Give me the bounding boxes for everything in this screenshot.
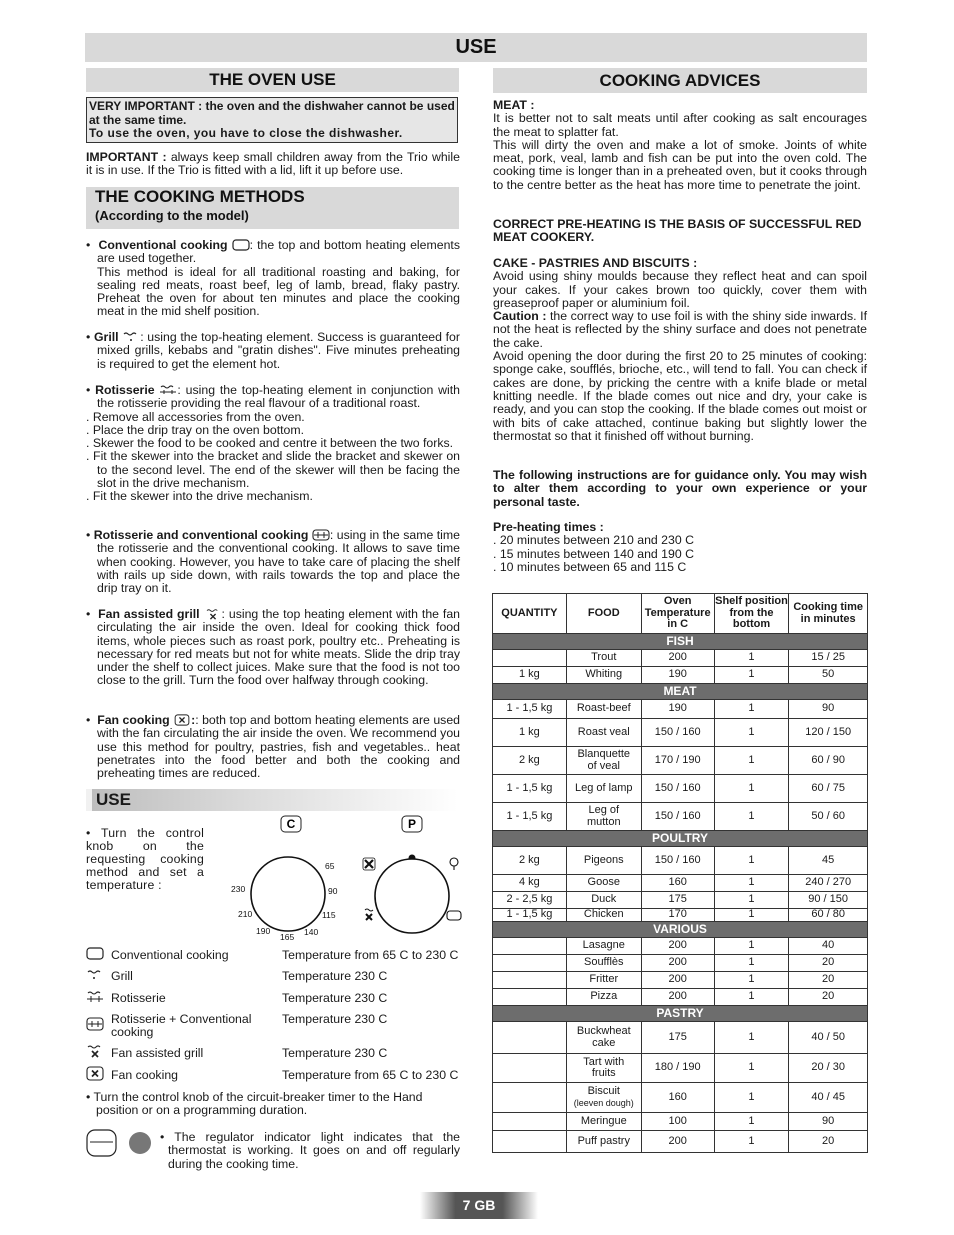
table-cell: 200 (641, 989, 714, 1006)
legend-row (86, 1066, 486, 1086)
warning-line-1: VERY IMPORTANT : the oven and the dishwaher cannot be used at the same time. (89, 99, 455, 127)
table-cell: 1 (714, 803, 789, 831)
table-cell: 90 (789, 1113, 868, 1131)
table-cell: 160 (641, 875, 714, 892)
table-cell (566, 1083, 641, 1113)
table-cell: 1 (714, 1131, 789, 1153)
table-cell: Leg of lamp (566, 775, 641, 803)
table-cell: 200 (641, 1131, 714, 1153)
legend-row (86, 967, 486, 987)
table-cell: 1 (714, 972, 789, 989)
table-row (493, 1083, 868, 1113)
table-cell: 20 (789, 1131, 868, 1153)
fan-grill-label: Fan assisted grill (98, 607, 200, 621)
grill-icon (122, 331, 140, 343)
rotisserie-step: . Remove all accessories from the oven. (86, 409, 305, 424)
timer-note: • Turn the control knob of the circuit-breaker timer to the Hand position or on a programming duration. (86, 1090, 423, 1118)
legend-temp: Temperature 230 C (282, 969, 388, 983)
table-cell: 40 (789, 938, 868, 955)
cooking-table (492, 593, 868, 1153)
table-cell (493, 938, 567, 955)
table-cell: Lasagne (566, 938, 641, 955)
table-cell (493, 1131, 567, 1153)
table-section-label: FISH (493, 634, 868, 650)
table-row (493, 650, 868, 667)
table-cell: 175 (641, 892, 714, 909)
methods-subtitle: (According to the model) (95, 208, 249, 223)
table-cell: 2 - 2,5 kg (493, 892, 567, 909)
fan-cooking-text: : both top and bottom heating elements are used with the fan circulating the air inside the oven. We recommend you use this method for poultry, pastries, fish and vegetables.. heat penetrates into the food better and both the cooking and preheating times are reduced. (97, 713, 461, 781)
table-cell: 4 kg (493, 875, 567, 892)
cake-text: Avoid using shiny moulds because they reflect heat and can spoil your cakes. If your cakes brown too quickly, cover them with greaseproof paper or aluminium foil. (493, 269, 867, 310)
table-cell: 60 / 75 (789, 775, 868, 803)
cooking-advices-heading: COOKING ADVICES (493, 68, 867, 93)
conventional-text: : the top and bottom heating elements are used together. (97, 238, 460, 266)
knob-temp: 210 (238, 909, 253, 919)
table-cell: 40 / 50 (789, 1022, 868, 1054)
table-cell: 60 / 90 (789, 747, 868, 775)
table-cell: 1 (714, 700, 789, 719)
table-cell: 1 (714, 1022, 789, 1054)
table-cell: 200 (641, 972, 714, 989)
table-cell: 1 - 1,5 kg (493, 775, 567, 803)
knob-p[interactable] (363, 816, 461, 933)
table-cell: 1 (714, 747, 789, 775)
table-section-label: PASTRY (493, 1006, 868, 1022)
cake-text-2: Avoid opening the door during the first 20 to 25 minutes of cooking: sponge cake, soufflés, brioche, etc., will tend to fall. You can check if cakes are done, by pricking the centre with a knife blade or metal knitting needle. If the blade comes out nice and dry, your cake is ready, and you can stop the cooking. If the blade comes out moist or with bits of cake attached, continue baking but slightly lower the thermostat so that it finished off without burning. (493, 349, 867, 443)
cake-label: CAKE - PASTRIES AND BISCUITS : (493, 256, 698, 270)
indicator-light-icon (129, 1132, 151, 1154)
grill-label: Grill (93, 330, 119, 344)
conventional-text-2: This method is ideal for all traditional roasting and baking, for sealing red meats, roast beef, leg of lamb, bread, flaky pastry. Preheat the oven for about ten minutes and place the cooking meat in the mid shelf position. (97, 264, 460, 319)
knob-temp: 140 (304, 927, 319, 937)
legend-name: Fan assisted grill (111, 1046, 204, 1060)
table-cell: 1 (714, 909, 789, 922)
rotisserie-conventional-icon (86, 1016, 104, 1032)
fan-grill-icon (204, 608, 222, 620)
warning-line-2: To use the oven, you have to close the dishwasher. (89, 126, 403, 140)
table-cell: 1 (714, 1083, 789, 1113)
table-cell: Leg of mutton (566, 803, 641, 831)
fan-cooking-icon (173, 714, 191, 726)
indicator-light-diagram (86, 1127, 156, 1161)
table-cell: 90 (789, 700, 868, 719)
legend-row (86, 989, 486, 1009)
conventional-icon (232, 239, 250, 251)
knob-temp: 65 (325, 861, 335, 871)
table-row (493, 775, 868, 803)
table-section-row (493, 922, 868, 938)
table-row (493, 747, 868, 775)
rotisserie-conventional-icon (312, 529, 330, 541)
indicator-note: • The regulator indicator light indicates that the thermostat is working. It goes on and off regularly during the cooking time. (160, 1130, 460, 1171)
table-cell: 1 (714, 847, 789, 875)
legend-name: Fan cooking (111, 1068, 178, 1082)
table-row (493, 667, 868, 684)
table-cell: Whiting (566, 667, 641, 684)
legend-row (86, 946, 486, 966)
meat-text: It is better not to salt meats until after cooking as salt encourages the meat to splatter fat. (493, 111, 867, 139)
table-cell: Roast-beef (566, 700, 641, 719)
table-cell: 1 (714, 719, 789, 747)
table-row (493, 972, 868, 989)
table-cell: Fritter (566, 972, 641, 989)
legend-name: Rotisserie + Conventional cooking (111, 1012, 252, 1040)
table-row (493, 700, 868, 719)
table-cell: Buckwheat cake (566, 1022, 641, 1054)
lamp-icon (450, 858, 458, 866)
legend-temp: Temperature 230 C (282, 1046, 388, 1060)
table-cell: 1 - 1,5 kg (493, 700, 567, 719)
table-cell: 1 (714, 775, 789, 803)
legend-name: Rotisserie (111, 991, 166, 1005)
indicator-housing-icon (87, 1130, 116, 1156)
header-food: FOOD (566, 594, 641, 634)
table-cell: Duck (566, 892, 641, 909)
preheat-times-label: Pre-heating times : (493, 520, 604, 534)
preheat-time: . 15 minutes between 140 and 190 C (493, 546, 694, 561)
rotisserie-label: Rotisserie (95, 383, 155, 397)
table-row (493, 875, 868, 892)
grill-icon (86, 967, 104, 983)
table-cell: Pigeons (566, 847, 641, 875)
knob-instruction: • Turn the control knob on the requesting cooking method and set a temperature : (86, 826, 204, 892)
table-cell: 200 (641, 955, 714, 972)
table-cell: 1 - 1,5 kg (493, 909, 567, 922)
method-fan-grill: • Fan assisted grill : using the top heating element with the fan circulating the air inside the oven. Ideal for cooking thick food items, whole pieces such as roast pork, poultry etc.. Preheating is necessary for red meats but not for white meats. Slide the drip tray under the shelf to collect juices. Make sure that the food is not too close to the grill. Turn the food over halfway through cooking. (86, 607, 461, 688)
table-cell: 190 (641, 667, 714, 684)
table-cell: 240 / 270 (789, 875, 868, 892)
caution-label: Caution : (493, 309, 547, 324)
table-cell: 40 / 45 (789, 1083, 868, 1113)
rot-conv-label: Rotisserie and conventional cooking (93, 528, 309, 542)
legend-temp: Temperature 230 C (282, 1012, 388, 1026)
table-cell: 20 / 30 (789, 1054, 868, 1083)
table-cell: 180 / 190 (641, 1054, 714, 1083)
table-section-row (493, 684, 868, 700)
table-cell: 170 / 190 (641, 747, 714, 775)
method-rotisserie: • Rotisserie : using the top-heating element in conjunction with the rotisserie providing the real flavour of a traditional roast. . Remove all accessories from the oven. . Place the drip tray on the oven bottom. . Skewer the food to be cooked and centre it between the two forks. . Fit the skewer into the bracket and slide the bracket and skewer on to the second level. The end of the skewer will then be facing the slot in the drive mechanism. . Fit the skewer into the drive mechanism. (86, 383, 460, 504)
table-section-label: VARIOUS (493, 922, 868, 938)
table-cell: 1 (714, 955, 789, 972)
table-cell: 200 (641, 650, 714, 667)
knob-temp: 115 (322, 910, 336, 920)
table-row (493, 955, 868, 972)
methods-title: THE COOKING METHODS (95, 187, 305, 206)
preheating-times (493, 521, 867, 574)
knob-p-dial (375, 859, 449, 933)
page-number: 7 GB (420, 1192, 538, 1219)
fan-grill-icon (365, 909, 373, 911)
table-cell: Blanquette of veal (566, 747, 641, 775)
method-conventional: • Conventional cooking : the top and bottom heating elements are used together. This method is ideal for all traditional roasting and baking, for sealing red meats, roast beef, leg of lamb, bread, flaky pastry. Preheat the oven for about ten minutes and place the cooking meat in the mid shelf position. (86, 238, 460, 319)
legend-name: Conventional cooking (111, 948, 229, 962)
table-row (493, 1131, 868, 1153)
table-cell: 20 (789, 989, 868, 1006)
fan-grill-icon (86, 1044, 104, 1060)
table-cell: 150 / 160 (641, 847, 714, 875)
table-cell: 120 / 150 (789, 719, 868, 747)
table-cell: Trout (566, 650, 641, 667)
page-title: USE (85, 33, 867, 62)
knob-temp: 165 (280, 932, 295, 942)
caution-text: the correct way to use foil is with the shiny side inwards. If not the heat is reflected by the shiny surface and does not penetrate the cake. (493, 309, 867, 350)
use-title: USE (96, 790, 131, 809)
rotisserie-step: . Place the drip tray on the oven bottom. (86, 422, 305, 437)
table-cell: 1 - 1,5 kg (493, 803, 567, 831)
table-cell: Goose (566, 875, 641, 892)
table-cell: 2 kg (493, 747, 567, 775)
knob-c[interactable] (231, 816, 340, 942)
legend-temp: Temperature 230 C (282, 991, 388, 1005)
table-cell (493, 989, 567, 1006)
table-cell: 170 (641, 909, 714, 922)
legend-row (86, 1010, 486, 1040)
table-row (493, 1054, 868, 1083)
preheat-bold-note: CORRECT PRE-HEATING IS THE BASIS OF SUCCESSFUL RED MEAT COOKERY. (493, 217, 862, 245)
food-name: Biscuit (587, 1085, 620, 1097)
table-cell: 1 (714, 989, 789, 1006)
table-cell: 1 (714, 892, 789, 909)
rotisserie-step: . Skewer the food to be cooked and centre it between the two forks. (86, 436, 454, 451)
table-cell: 1 kg (493, 719, 567, 747)
table-cell: Roast veal (566, 719, 641, 747)
legend-row (86, 1044, 486, 1064)
knob-temp: 230 (231, 884, 246, 894)
table-cell (493, 1054, 567, 1083)
rotisserie-icon (86, 989, 104, 1005)
fan-cooking-icon (365, 860, 373, 868)
header-quantity: QUANTITY (493, 594, 567, 634)
food-note: (leeven dough) (573, 1097, 634, 1108)
table-cell: Puff pastry (566, 1131, 641, 1153)
fan-cooking-label: Fan cooking (97, 713, 170, 727)
table-cell: 150 / 160 (641, 719, 714, 747)
oven-use-heading: THE OVEN USE (86, 68, 459, 92)
legend-name: Grill (111, 969, 133, 983)
table-cell: 150 / 160 (641, 803, 714, 831)
knob-temp: 90 (328, 886, 338, 896)
header-time: Cooking time in minutes (789, 594, 868, 634)
table-cell: 150 / 160 (641, 775, 714, 803)
warning-box (86, 97, 458, 143)
table-cell: 1 (714, 667, 789, 684)
table-cell: 1 (714, 1113, 789, 1131)
table-row (493, 719, 868, 747)
table-cell: Pizza (566, 989, 641, 1006)
table-cell: 20 (789, 972, 868, 989)
table-cell: Meringue (566, 1113, 641, 1131)
table-cell: 20 (789, 955, 868, 972)
header-temperature: Oven Temperature in C (641, 594, 714, 634)
knob-c-label: C (286, 817, 296, 831)
rotisserie-icon (159, 384, 177, 396)
knob-temp: 190 (256, 926, 271, 936)
table-cell: 175 (641, 1022, 714, 1054)
table-cell (493, 1022, 567, 1054)
table-cell: 60 / 80 (789, 909, 868, 922)
table-cell: 160 (641, 1083, 714, 1113)
table-row (493, 1113, 868, 1131)
table-cell: Chicken (566, 909, 641, 922)
table-cell (493, 972, 567, 989)
guidance-note: The following instructions are for guidance only. You may wish to alter them according to your own experience or your personal taste. (493, 468, 867, 509)
table-cell: 1 (714, 650, 789, 667)
fan-grill-text: : using the top heating element with the fan circulating the air inside the oven. Ideal for cooking thick food items, whole pieces such as roast pork, poultry etc.. Preheating is necessary for red meats but not for white meats. Slide the drip tray under the shelf to collect juices. Make sure that the food is not too close to the grill. Turn the food over halfway through cooking. (97, 607, 461, 688)
table-row (493, 847, 868, 875)
control-knobs-diagram (225, 812, 475, 942)
table-cell (493, 650, 567, 667)
use-heading (86, 789, 458, 811)
table-cell: 1 (714, 1054, 789, 1083)
method-fan-cooking: • Fan cooking :: both top and bottom heating elements are used with the fan circulating the air inside the oven. We recommend you use this method for poultry, pastries, fish and vegetables.. heat penetrates into the food better and both the cooking and preheating times are reduced. (86, 713, 461, 781)
important-label: IMPORTANT : (86, 150, 167, 164)
table-row (493, 1022, 868, 1054)
table-cell: 1 (714, 875, 789, 892)
method-grill: • Grill : using the top-heating element. Success is guaranteed for mixed grills, kebabs and "gratin dishes". Five minutes preheating is required to get the element hot. (86, 330, 460, 371)
table-cell: 15 / 25 (789, 650, 868, 667)
table-section-label: MEAT (493, 684, 868, 700)
table-row (493, 892, 868, 909)
legend-temp: Temperature from 65 C to 230 C (282, 948, 459, 962)
table-cell: 90 / 150 (789, 892, 868, 909)
table-row (493, 938, 868, 955)
legend-temp: Temperature from 65 C to 230 C (282, 1068, 459, 1082)
table-cell: Soufflès (566, 955, 641, 972)
fan-cooking-icon (86, 1066, 104, 1082)
table-cell: 50 / 60 (789, 803, 868, 831)
conventional-icon (447, 911, 461, 920)
rotisserie-step: . Fit the skewer into the drive mechanism. (86, 489, 313, 504)
table-section-row (493, 634, 868, 650)
table-section-row (493, 831, 868, 847)
grill-text: : using the top-heating element. Success is guaranteed for mixed grills, kebabs and "gratin dishes". Five minutes preheating is required to get the element hot. (97, 330, 460, 371)
table-cell: Tart with fruits (566, 1054, 641, 1083)
table-cell: 50 (789, 667, 868, 684)
preheat-time: . 20 minutes between 210 and 230 C (493, 533, 694, 548)
table-row (493, 909, 868, 922)
table-cell: 190 (641, 700, 714, 719)
table-cell: 1 kg (493, 667, 567, 684)
table-row (493, 989, 868, 1006)
knob-c-dial (251, 857, 325, 931)
conventional-icon (86, 946, 104, 962)
meat-text-2: This will dirty the oven and make a lot of smoke. Joints of white meat, pork, veal, lamb and fish can be put into the oven cold. The cooking time is longer than in a preheated oven, but it cooks through to the centre better as the heat has more time to penetrate the joint. (493, 137, 867, 192)
knob-p-label: P (407, 817, 417, 831)
table-row (493, 803, 868, 831)
table-section-label: POULTRY (493, 831, 868, 847)
table-header-row (493, 594, 868, 634)
rot-conv-text: : using in the same time the rotisserie and the conventional cooking. It allows to save time when cooking. However, you have to take care of placing the shelf with rails up side down, with rails towards the top and place the drip tray on it. (97, 528, 460, 596)
meat-label: MEAT : (493, 98, 535, 112)
important-note (86, 151, 460, 178)
table-cell (493, 1083, 567, 1113)
rotisserie-step: . Fit the skewer into the bracket and slide the bracket and skewer on to the second level. The end of the skewer will then be facing the slot in the drive mechanism. (86, 449, 460, 491)
table-cell: 2 kg (493, 847, 567, 875)
cake-advice (493, 257, 867, 443)
conventional-label: Conventional cooking (98, 238, 228, 252)
header-shelf: Shelf position from the bottom (714, 594, 789, 634)
rotisserie-text: : using the top-heating element in conjunction with the rotisserie providing the real flavour of a traditional roast. (97, 383, 460, 411)
table-cell: 100 (641, 1113, 714, 1131)
table-cell: 1 (714, 938, 789, 955)
table-cell: 200 (641, 938, 714, 955)
table-cell (493, 1113, 567, 1131)
important-text: always keep small children away from the Trio while it is in use. If the Trio is fitted with a lid, lift it up before use. (86, 150, 460, 178)
method-rotisserie-conventional: • Rotisserie and conventional cooking : using in the same time the rotisserie and the conventional cooking. It allows to save time when cooking. However, you have to take care of placing the shelf with rails up side down, with rails towards the top and place the drip tray on it. (86, 528, 460, 596)
preheat-time: . 10 minutes between 65 and 115 C (493, 559, 687, 574)
meat-advice (493, 99, 867, 192)
table-cell: 45 (789, 847, 868, 875)
cooking-methods-heading (86, 187, 459, 229)
table-cell (493, 955, 567, 972)
table-section-row (493, 1006, 868, 1022)
